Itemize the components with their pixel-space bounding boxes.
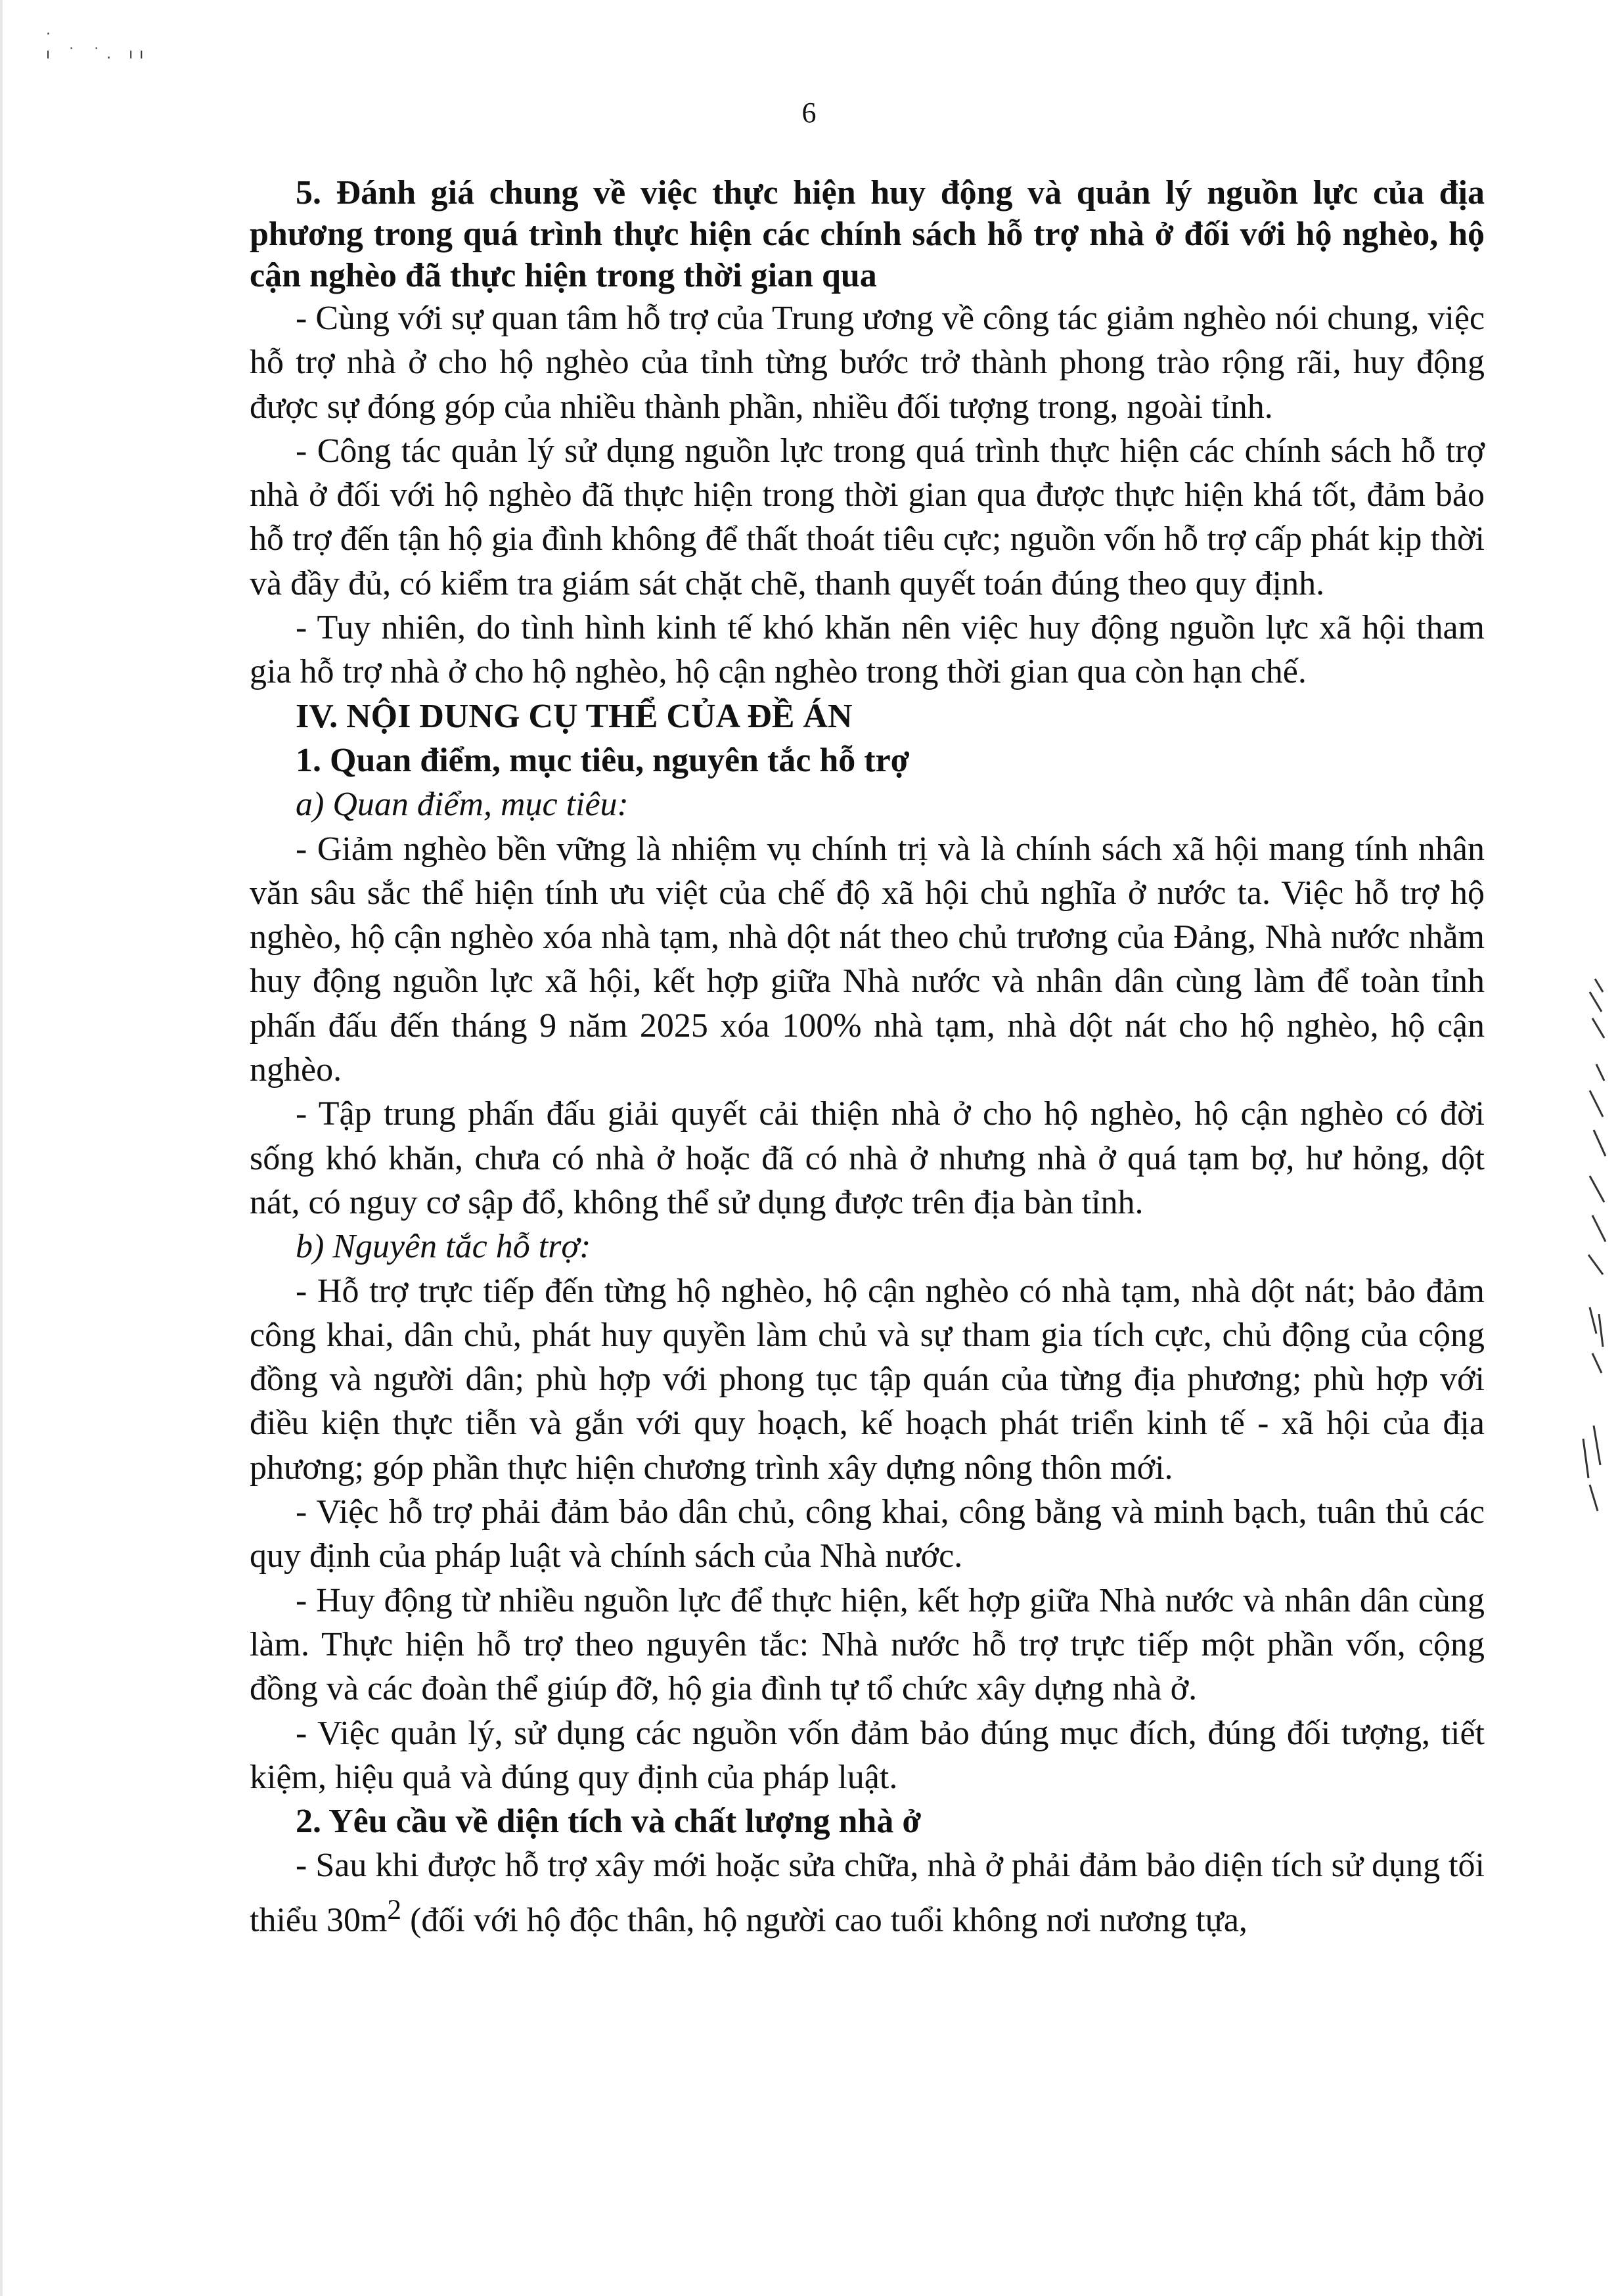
paragraph: - Tập trung phấn đấu giải quyết cải thiện nhà ở cho hộ nghèo, hộ cận nghèo có đời sống khó khăn, chưa có nhà ở hoặc đã có nhà ở nhưng nhà ở quá tạm bợ, hư hỏng, dột nát, có nguy cơ sập đổ, không thể sử dụng được trên địa bàn tỉnh. xyxy=(250,1095,1485,1221)
subsection-b-heading: b) Nguyên tắc hỗ trợ: xyxy=(296,1228,591,1266)
scan-edge xyxy=(0,0,3,2296)
subsection-a-heading: a) Quan điểm, mục tiêu: xyxy=(296,786,629,824)
paragraph: - Tuy nhiên, do tình hình kinh tế khó khăn nên việc huy động nguồn lực xã hội tham gia hỗ trợ nhà ở cho hộ nghèo, hộ cận nghèo trong thời gian qua còn hạn chế. xyxy=(250,609,1485,691)
section-1-heading: 1. Quan điểm, mục tiêu, nguyên tắc hỗ trợ xyxy=(296,741,910,779)
paragraph: - Cùng với sự quan tâm hỗ trợ của Trung ương về công tác giảm nghèo nói chung, việc hỗ trợ nhà ở cho hộ nghèo của tỉnh từng bước trở thành phong trào rộng rãi, huy động được sự đóng góp của nhiều thành phần, nhiều đối tượng trong, ngoài tỉnh. xyxy=(250,300,1485,426)
section-iv-heading: IV. NỘI DUNG CỤ THỂ CỦA ĐỀ ÁN xyxy=(296,697,853,735)
scan-artifact: · xyxy=(46,26,57,43)
scan-artifact: ı ˙ ˙. ıı xyxy=(46,46,150,62)
paragraph: - Việc hỗ trợ phải đảm bảo dân chủ, công khai, công bằng và minh bạch, tuân thủ các quy định của pháp luật và chính sách của Nhà nước. xyxy=(250,1493,1485,1575)
paragraph: - Công tác quản lý sử dụng nguồn lực trong quá trình thực hiện các chính sách hỗ trợ nhà ở đối với hộ nghèo đã thực hiện trong thời gian qua được thực hiện khá tốt, đảm bảo hỗ trợ đến tận hộ gia đình không để thất thoát tiêu cực; nguồn vốn hỗ trợ cấp phát kịp thời và đầy đủ, có kiểm tra giám sát chặt chẽ, thanh quyết toán đúng theo quy định. xyxy=(250,432,1485,602)
paragraph-text: - Sau khi được hỗ trợ xây mới hoặc sửa chữa, nhà ở phải đảm bảo diện tích sử dụng tối thiểu 30m xyxy=(250,1847,1485,1939)
page-number: 6 xyxy=(801,97,817,129)
paragraph-text: (đối với hộ độc thân, hộ người cao tuổi không nơi nương tựa, xyxy=(401,1901,1247,1939)
paragraph: - Hỗ trợ trực tiếp đến từng hộ nghèo, hộ cận nghèo có nhà tạm, nhà dột nát; bảo đảm công khai, dân chủ, phát huy quyền làm chủ và sự tham gia tích cực, chủ động của cộng đồng và người dân; phù hợp với phong tục tập quán của từng địa phương; phù hợp với điều kiện thực tiễn và gắn với quy hoạch, kế hoạch phát triển kinh tế - xã hội của địa phương; góp phần thực hiện chương trình xây dựng nông thôn mới. xyxy=(250,1272,1485,1487)
paragraph: - Giảm nghèo bền vững là nhiệm vụ chính trị và là chính sách xã hội mang tính nhân văn sâu sắc thể hiện tính ưu việt của chế độ xã hội chủ nghĩa ở nước ta. Việc hỗ trợ hộ nghèo, hộ cận nghèo xóa nhà tạm, nhà dột nát theo chủ trương của Đảng, Nhà nước nhằm huy động nguồn lực xã hội, kết hợp giữa Nhà nước và nhân dân cùng làm để toàn tỉnh phấn đấu đến tháng 9 năm 2025 xóa 100% nhà tạm, nhà dột nát cho hộ nghèo, hộ cận nghèo. xyxy=(250,830,1485,1089)
paragraph: - Việc quản lý, sử dụng các nguồn vốn đảm bảo đúng mục đích, đúng đối tượng, tiết kiệm, hiệu quả và đúng quy định của pháp luật. xyxy=(250,1714,1485,1796)
section-5-heading: 5. Đánh giá chung về việc thực hiện huy động và quản lý nguồn lực của địa phương trong quá trình thực hiện các chính sách hỗ trợ nhà ở đối với hộ nghèo, hộ cận nghèo đã thực hiện trong thời gian qua xyxy=(250,174,1485,294)
section-2-heading: 2. Yêu cầu về diện tích và chất lượng nhà ở xyxy=(296,1803,922,1841)
paragraph: - Huy động từ nhiều nguồn lực để thực hiện, kết hợp giữa Nhà nước và nhân dân cùng làm. Thực hiện hỗ trợ theo nguyên tắc: Nhà nước hỗ trợ trực tiếp một phần vốn, cộng đồng và các đoàn thể giúp đỡ, hộ gia đình tự tổ chức xây dựng nhà ở. xyxy=(250,1581,1485,1708)
paragraph xyxy=(250,1843,1485,1942)
page-seal-trace xyxy=(1570,966,1609,1544)
document-body xyxy=(250,172,1485,1942)
superscript: 2 xyxy=(387,1893,402,1925)
